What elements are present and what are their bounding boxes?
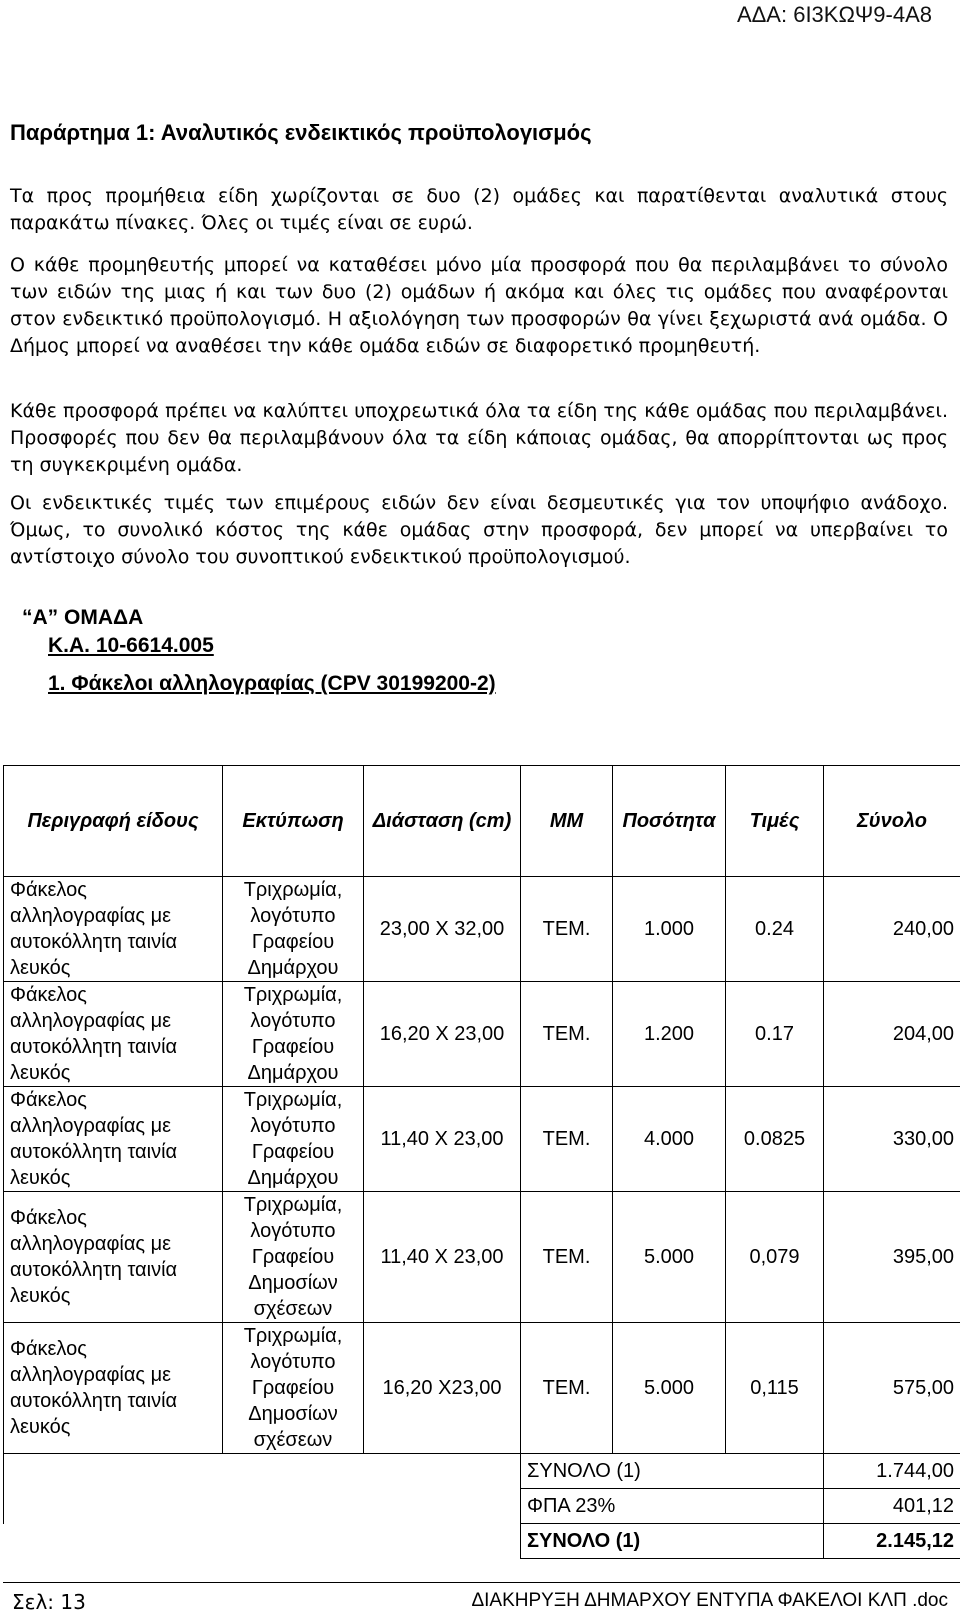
budget-code: Κ.Α. 10-6614.005 (48, 634, 214, 658)
header-description: Περιγραφή είδους (4, 766, 223, 877)
cell-unit: ΤΕΜ. (521, 877, 613, 982)
cell-description: Φάκελος αλληλογραφίας με αυτοκόλλητη ταινία λευκός (4, 1087, 223, 1192)
cell-unit: ΤΕΜ. (521, 1323, 613, 1454)
cell-total: 575,00 (824, 1323, 960, 1454)
header-dimension: Διάσταση (cm) (364, 766, 521, 877)
table-row (4, 1087, 960, 1192)
cell-print: Τριχρωμία, λογότυπο Γραφείου Δημάρχου (223, 982, 364, 1087)
cell-print: Τριχρωμία, λογότυπο Γραφείου Δημάρχου (223, 877, 364, 982)
header-unit: ΜΜ (521, 766, 613, 877)
table-row (4, 1192, 960, 1323)
subtotal-value: 1.744,00 (824, 1454, 960, 1489)
footer-rule (3, 1582, 960, 1583)
grand-total-row (4, 1524, 960, 1559)
cell-total: 330,00 (824, 1087, 960, 1192)
cell-unit: ΤΕΜ. (521, 1087, 613, 1192)
vat-label: ΦΠΑ 23% (521, 1489, 824, 1524)
paragraph-coverage: Κάθε προσφορά πρέπει να καλύπτει υποχρεωτικά όλα τα είδη της κάθε ομάδας που περιλαμβάνει. Προσφορές που δεν θα περιλαμβάνουν όλα τα είδη κάποιας ομάδας, θα απορρίπτονται ως προς τη συγκεκριμένη ομάδα. (10, 398, 948, 479)
grand-total-label: ΣΥΝΟΛΟ (1) (521, 1524, 824, 1559)
cell-total: 240,00 (824, 877, 960, 982)
cell-price: 0.17 (726, 982, 824, 1087)
budget-table (3, 765, 960, 1559)
header-print: Εκτύπωση (223, 766, 364, 877)
cell-description: Φάκελος αλληλογραφίας με αυτοκόλλητη ταινία λευκός (4, 1192, 223, 1323)
cell-price: 0,079 (726, 1192, 824, 1323)
cell-total: 395,00 (824, 1192, 960, 1323)
paragraph-prices: Οι ενδεικτικές τιμές των επιμέρους ειδών δεν είναι δεσμευτικές για τον υποψήφιο ανάδοχο. Όμως, το συνολικό κόστος της κάθε ομάδας στην προσφορά, δεν μπορεί να υπερβαίνει το αντίστοιχο σύνολο του συνοπτικού ενδεικτικού προϋπολογισμού. (10, 490, 948, 571)
cell-total: 204,00 (824, 982, 960, 1087)
cell-print: Τριχρωμία, λογότυπο Γραφείου Δημάρχου (223, 1087, 364, 1192)
vat-value: 401,12 (824, 1489, 960, 1524)
document-name: ΔΙΑΚΗΡΥΞΗ ΔΗΜΑΡΧΟΥ ΕΝΤΥΠΑ ΦΑΚΕΛΟΙ ΚΛΠ .doc (471, 1590, 948, 1612)
vat-row (4, 1489, 960, 1524)
summary-spacer (4, 1524, 521, 1559)
cell-quantity: 4.000 (613, 1087, 726, 1192)
table-row (4, 877, 960, 982)
ada-code: ΑΔΑ: 6Ι3ΚΩΨ9-4Α8 (737, 2, 932, 28)
cell-print: Τριχρωμία, λογότυπο Γραφείου Δημοσίων σχέσεων (223, 1192, 364, 1323)
summary-spacer (4, 1454, 521, 1489)
cell-price: 0.24 (726, 877, 824, 982)
header-total: Σύνολο (824, 766, 960, 877)
table-row (4, 982, 960, 1087)
paragraph-offers: Ο κάθε προμηθευτής μπορεί να καταθέσει μόνο μία προσφορά που θα περιλαμβάνει το σύνολο των ειδών της μιας ή και των δυο (2) ομάδων ή ακόμα και όλες τις ομάδες που αναφέρονται στον ενδεικτικό προϋπολογισμό. Η αξιολόγηση των προσφορών θα γίνει ξεχωριστά ανά ομάδα. Ο Δήμος μπορεί να αναθέσει την κάθε ομάδα ειδών σε διαφορετικό προμηθευτή. (10, 252, 948, 360)
cell-quantity: 1.000 (613, 877, 726, 982)
cell-dimension: 16,20 Χ23,00 (364, 1323, 521, 1454)
cell-dimension: 23,00 Χ 32,00 (364, 877, 521, 982)
cell-price: 0,115 (726, 1323, 824, 1454)
header-quantity: Ποσότητα (613, 766, 726, 877)
cell-print: Τριχρωμία, λογότυπο Γραφείου Δημοσίων σχέσεων (223, 1323, 364, 1454)
header-price: Τιμές (726, 766, 824, 877)
group-heading: “Α” ΟΜΑΔΑ (22, 606, 143, 630)
subtotal-label: ΣΥΝΟΛΟ (1) (521, 1454, 824, 1489)
cell-dimension: 16,20 Χ 23,00 (364, 982, 521, 1087)
paragraph-intro: Τα προς προμήθεια είδη χωρίζονται σε δυο (2) ομάδες και παρατίθενται αναλυτικά στους παρακάτω πίνακες. Όλες οι τιμές είναι σε ευρώ. (10, 183, 948, 237)
grand-total-value: 2.145,12 (824, 1524, 960, 1559)
cell-quantity: 5.000 (613, 1192, 726, 1323)
subtotal-row (4, 1454, 960, 1489)
annex-title: Παράρτημα 1: Αναλυτικός ενδεικτικός προϋπολογισμός (10, 120, 592, 146)
cell-quantity: 1.200 (613, 982, 726, 1087)
cell-unit: ΤΕΜ. (521, 1192, 613, 1323)
page-number: Σελ: 13 (12, 1590, 86, 1614)
cell-price: 0.0825 (726, 1087, 824, 1192)
cell-description: Φάκελος αλληλογραφίας με αυτοκόλλητη ταινία λευκός (4, 982, 223, 1087)
summary-spacer (4, 1489, 521, 1524)
item-heading: 1. Φάκελοι αλληλογραφίας (CPV 30199200-2) (48, 672, 496, 696)
cell-description: Φάκελος αλληλογραφίας με αυτοκόλλητη ταινία λευκός (4, 1323, 223, 1454)
cell-unit: ΤΕΜ. (521, 982, 613, 1087)
table-header-row (4, 766, 960, 877)
table-row (4, 1323, 960, 1454)
cell-dimension: 11,40 Χ 23,00 (364, 1192, 521, 1323)
cell-dimension: 11,40 Χ 23,00 (364, 1087, 521, 1192)
cell-quantity: 5.000 (613, 1323, 726, 1454)
cell-description: Φάκελος αλληλογραφίας με αυτοκόλλητη ταινία λευκός (4, 877, 223, 982)
